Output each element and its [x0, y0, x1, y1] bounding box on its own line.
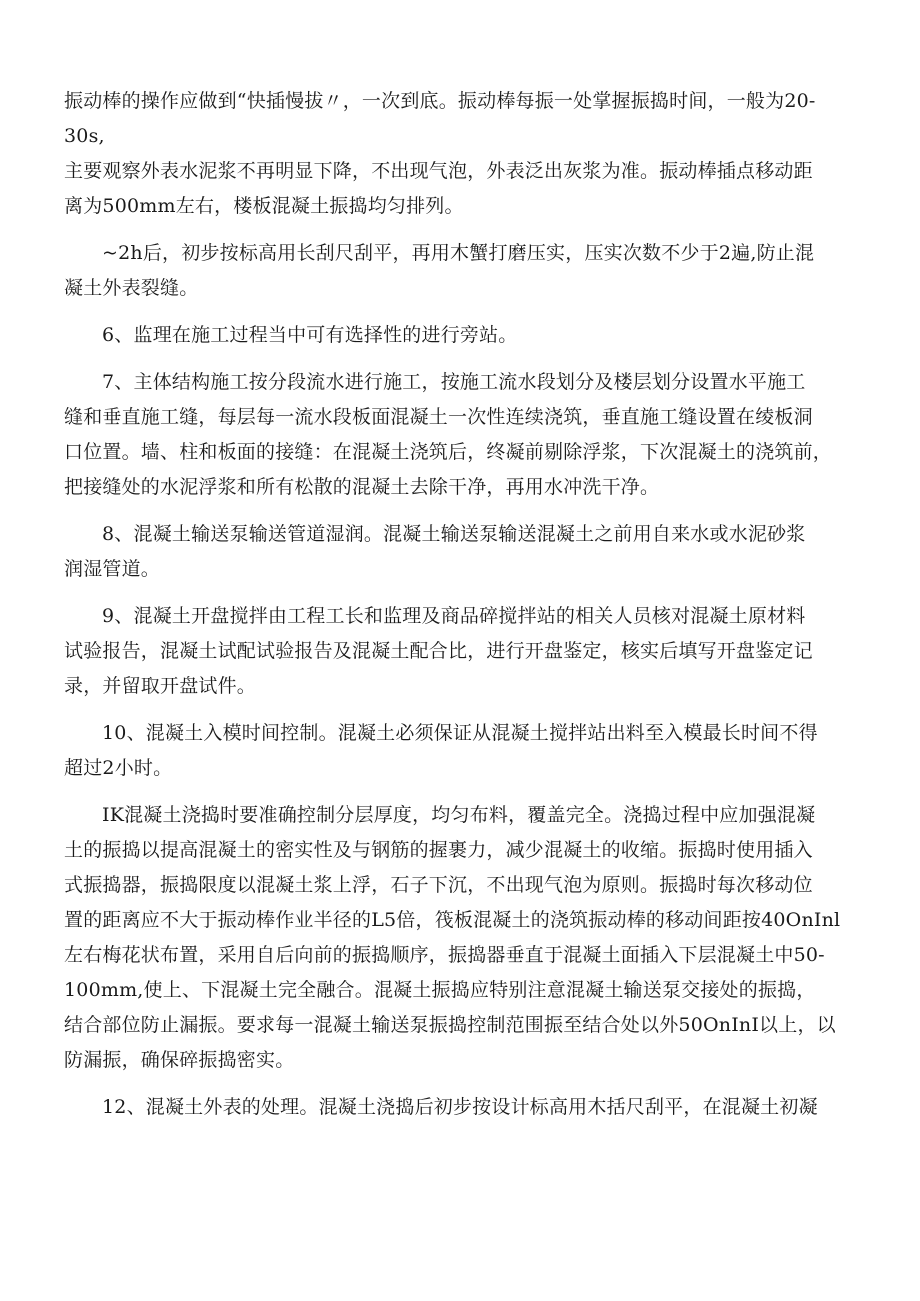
text-line: IK混凝土浇捣时要准确控制分层厚度，均匀布料，覆盖完全。浇捣过程中应加强混凝 — [102, 804, 816, 826]
text-line: 9、混凝土开盘搅拌由工程工长和监理及商品碎搅拌站的相关人员核对混凝土原材料 — [102, 605, 806, 627]
text-line: 把接缝处的水泥浮浆和所有松散的混凝土去除干净，再用水冲洗干净。 — [64, 476, 660, 498]
paragraph-surface-finishing — [64, 236, 852, 306]
text-line: 10、混凝土入模时间控制。混凝土必须保证从混凝土搅拌站出料至入模最长时间不得 — [102, 722, 818, 744]
text-line: 试验报告，混凝土试配试验报告及混凝土配合比，进行开盘鉴定，核实后填写开盘鉴定记 — [64, 640, 813, 662]
text-line: 土的振捣以提高混凝土的密实性及与钢筋的握裹力，减少混凝土的收缩。振捣时使用插入 — [64, 839, 813, 861]
text-line: 录，并留取开盘试件。 — [64, 675, 257, 697]
text-line: 离为500mm左右，楼板混凝土振捣均匀排列。 — [64, 195, 464, 217]
text-line: 7、主体结构施工按分段流水进行施工，按施工流水段划分及楼层划分设置水平施工 — [102, 371, 806, 393]
text-line: 8、混凝土输送泵输送管道湿润。混凝土输送泵输送混凝土之前用自来水或水泥砂浆 — [102, 523, 806, 545]
paragraph-item-8 — [64, 517, 852, 587]
text-line: 式振捣器，振捣限度以混凝土浆上浮，石子下沉，不出现气泡为原则。振捣时每次移动位 — [64, 874, 813, 896]
text-line: 100mm,使上、下混凝土完全融合。混凝土振捣应特别注意混凝土输送泵交接处的振捣， — [64, 979, 816, 1001]
text-line: 左右梅花状布置，采用自后向前的振捣顺序，振捣器垂直于混凝土面插入下层混凝土中50- — [64, 944, 825, 966]
text-line: 6、监理在施工过程当中可有选择性的进行旁站。 — [102, 324, 518, 346]
paragraph-item-9 — [64, 599, 852, 704]
paragraph-item-6 — [64, 318, 852, 353]
text-line: 结合部位防止漏振。要求每一混凝土输送泵振捣控制范围振至结合处以外50OnInI以上，以 — [64, 1014, 836, 1036]
text-line: 防漏振，确保碎振捣密实。 — [64, 1049, 295, 1071]
text-line: ~2h后，初步按标高用长刮尺刮平，再用木蟹打磨压实，压实次数不少于2遍,防止混 — [102, 242, 815, 264]
paragraph-item-7 — [64, 365, 852, 505]
paragraph-item-11 — [64, 798, 852, 1078]
text-line: 凝土外表裂缝。 — [64, 277, 199, 299]
document-body — [64, 84, 852, 1137]
paragraph-item-12 — [64, 1090, 852, 1125]
text-line: 口位置。墙、柱和板面的接缝：在混凝土浇筑后，终凝前剔除浮浆，下次混凝土的浇筑前， — [64, 441, 833, 463]
text-line: 12、混凝土外表的处理。混凝土浇捣后初步按设计标高用木括尺刮平，在混凝土初凝 — [102, 1096, 818, 1118]
paragraph-item-10 — [64, 716, 852, 786]
text-line: 缝和垂直施工缝，每层每一流水段板面混凝土一次性连续浇筑，垂直施工缝设置在绫板洞 — [64, 406, 813, 428]
text-line: 主要观察外表水泥浆不再明显下降，不出现气泡，外表泛出灰浆为准。振动棒插点移动距 — [64, 160, 813, 182]
text-line: 置的距离应不大于振动棒作业半径的L5倍，筏板混凝土的浇筑振动棒的移动间距按40OnInl — [64, 909, 841, 931]
paragraph-vibrator-operation — [64, 84, 852, 224]
text-line: 润湿管道。 — [64, 558, 161, 580]
text-line: 振动棒的操作应做到“快插慢拔〃，一次到底。振动棒每振一处掌握振捣时间，一般为20-30s, — [64, 90, 816, 147]
text-line: 超过2小时。 — [64, 757, 173, 779]
